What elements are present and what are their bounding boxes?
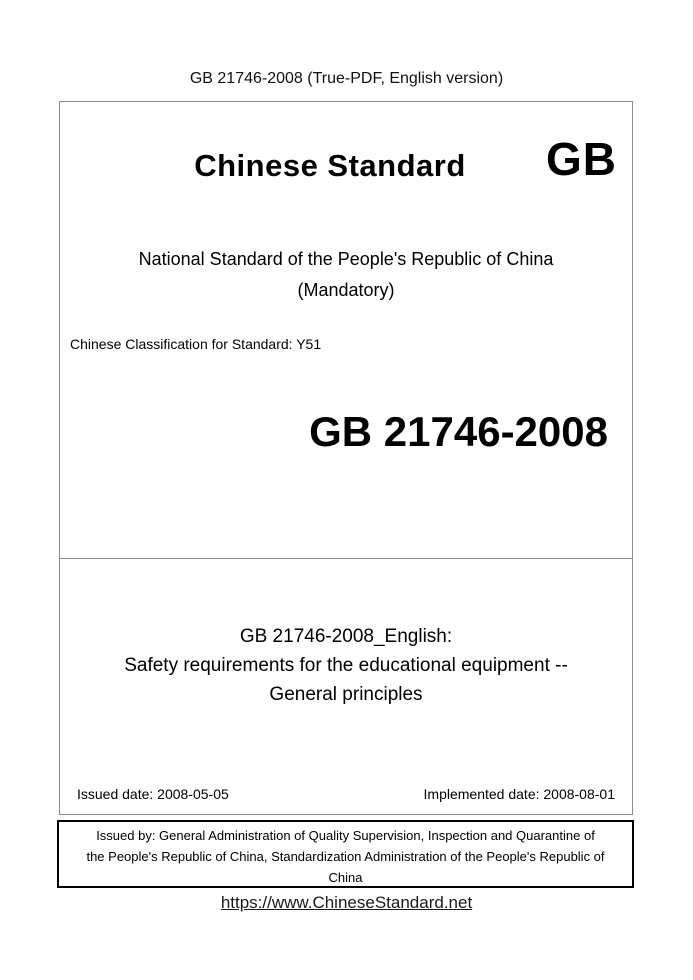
implemented-date: Implemented date: 2008-08-01 — [423, 786, 615, 802]
cover-box — [59, 101, 633, 815]
issuer-box — [57, 820, 634, 888]
national-standard-subtitle — [60, 244, 632, 306]
page-header-line: GB 21746-2008 (True-PDF, English version) — [189, 70, 504, 87]
section-divider — [60, 558, 632, 559]
issuer-line-3: China — [328, 870, 363, 885]
gb-logo: GB — [546, 133, 617, 185]
dates-row — [60, 785, 632, 803]
brand-title: Chinese Standard — [194, 148, 466, 183]
footer-link[interactable]: https://www.ChineseStandard.net — [220, 893, 473, 912]
mandatory-line: (Mandatory) — [297, 280, 395, 300]
issuer-line-1: Issued by: General Administration of Quality Supervision, Inspection and Quarantine of — [96, 828, 595, 843]
english-title-block — [60, 622, 632, 709]
national-standard-line: National Standard of the People's Republic of China — [138, 249, 554, 269]
footer — [0, 892, 693, 913]
english-title-line-2: Safety requirements for the educational equipment -- — [124, 655, 568, 676]
standard-code: GB 21746-2008 — [309, 408, 608, 455]
classification-line: Chinese Classification for Standard: Y51 — [70, 336, 322, 352]
issued-date: Issued date: 2008-05-05 — [77, 786, 229, 802]
english-title-line-3: General principles — [269, 684, 423, 705]
issuer-line-2: the People's Republic of China, Standardization Administration of the People's Republic of — [86, 849, 605, 864]
english-title-line-1: GB 21746-2008_English: — [239, 626, 453, 647]
